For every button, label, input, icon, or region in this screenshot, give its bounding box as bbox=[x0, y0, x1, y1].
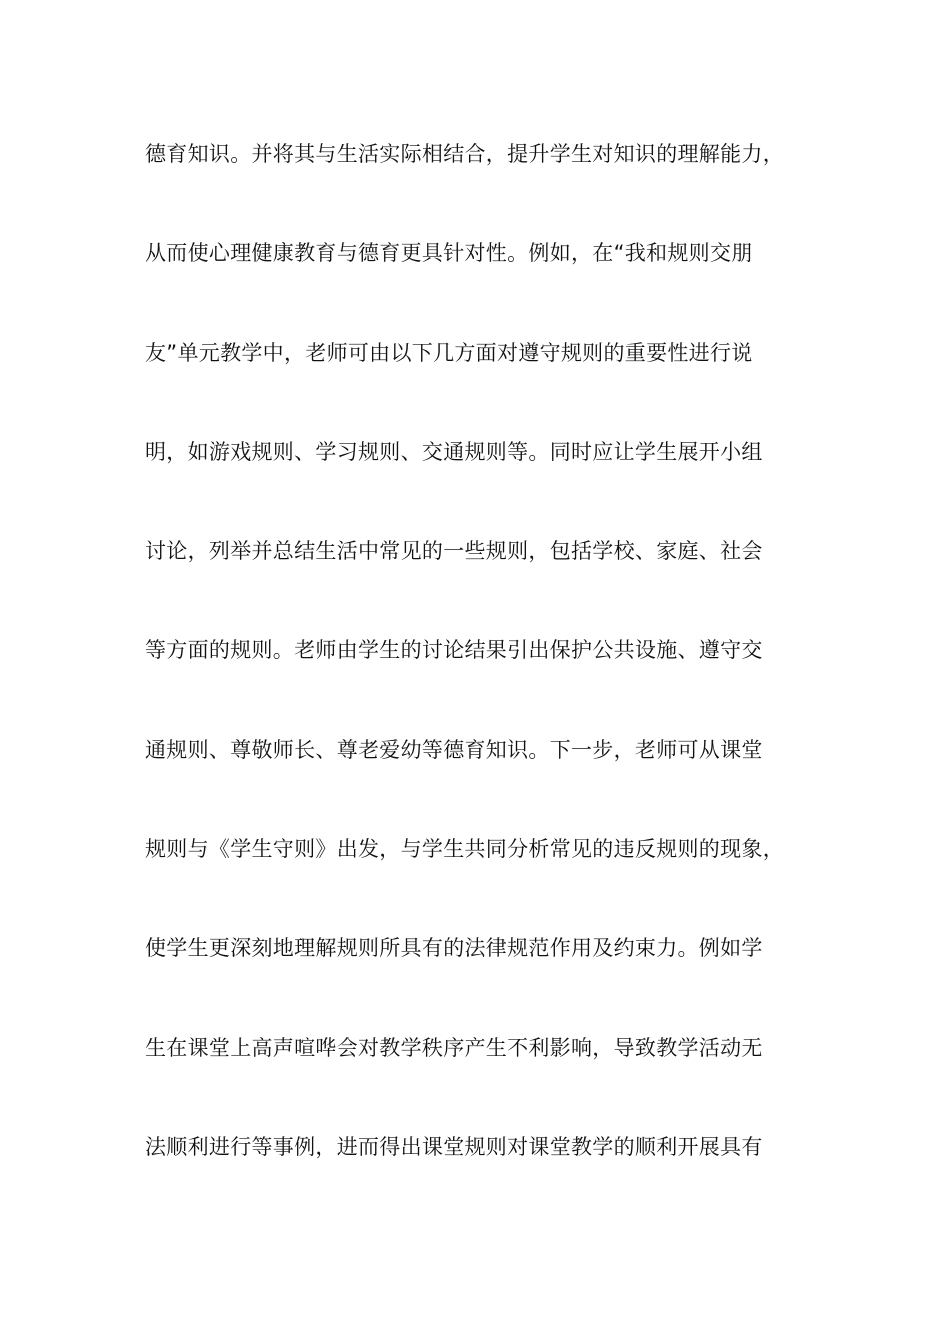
text-line-4: 明，如游戏规则、学习规则、交通规则等。同时应让学生展开小组 bbox=[145, 439, 763, 464]
text-line-10: 生在课堂上高声喧哗会对教学秩序产生不利影响，导致教学活动无 bbox=[145, 1035, 763, 1060]
text-line-3: 友”单元教学中，老师可由以下几方面对遵守规则的重要性进行说 bbox=[145, 340, 753, 365]
text-line-6: 等方面的规则。老师由学生的讨论结果引出保护公共设施、遵守交 bbox=[145, 638, 763, 663]
text-line-8: 规则与《学生守则》出发，与学生共同分析常见的违反规则的现象， bbox=[145, 837, 784, 862]
text-line-9: 使学生更深刻地理解规则所具有的法律规范作用及约束力。例如学 bbox=[145, 936, 763, 961]
text-line-2: 从而使心理健康教育与德育更具针对性。例如，在“我和规则交朋 bbox=[145, 241, 753, 266]
text-line-5: 讨论，列举并总结生活中常见的一些规则，包括学校、家庭、社会 bbox=[145, 539, 763, 564]
body-paragraph bbox=[145, 132, 845, 1224]
text-line-1: 德育知识。并将其与生活实际相结合，提升学生对知识的理解能力， bbox=[145, 142, 784, 166]
text-line-7: 通规则、尊敬师长、尊老爱幼等德育知识。下一步，老师可从课堂 bbox=[145, 737, 763, 762]
text-line-11: 法顺利进行等事例，进而得出课堂规则对课堂教学的顺利开展具有 bbox=[145, 1134, 763, 1159]
